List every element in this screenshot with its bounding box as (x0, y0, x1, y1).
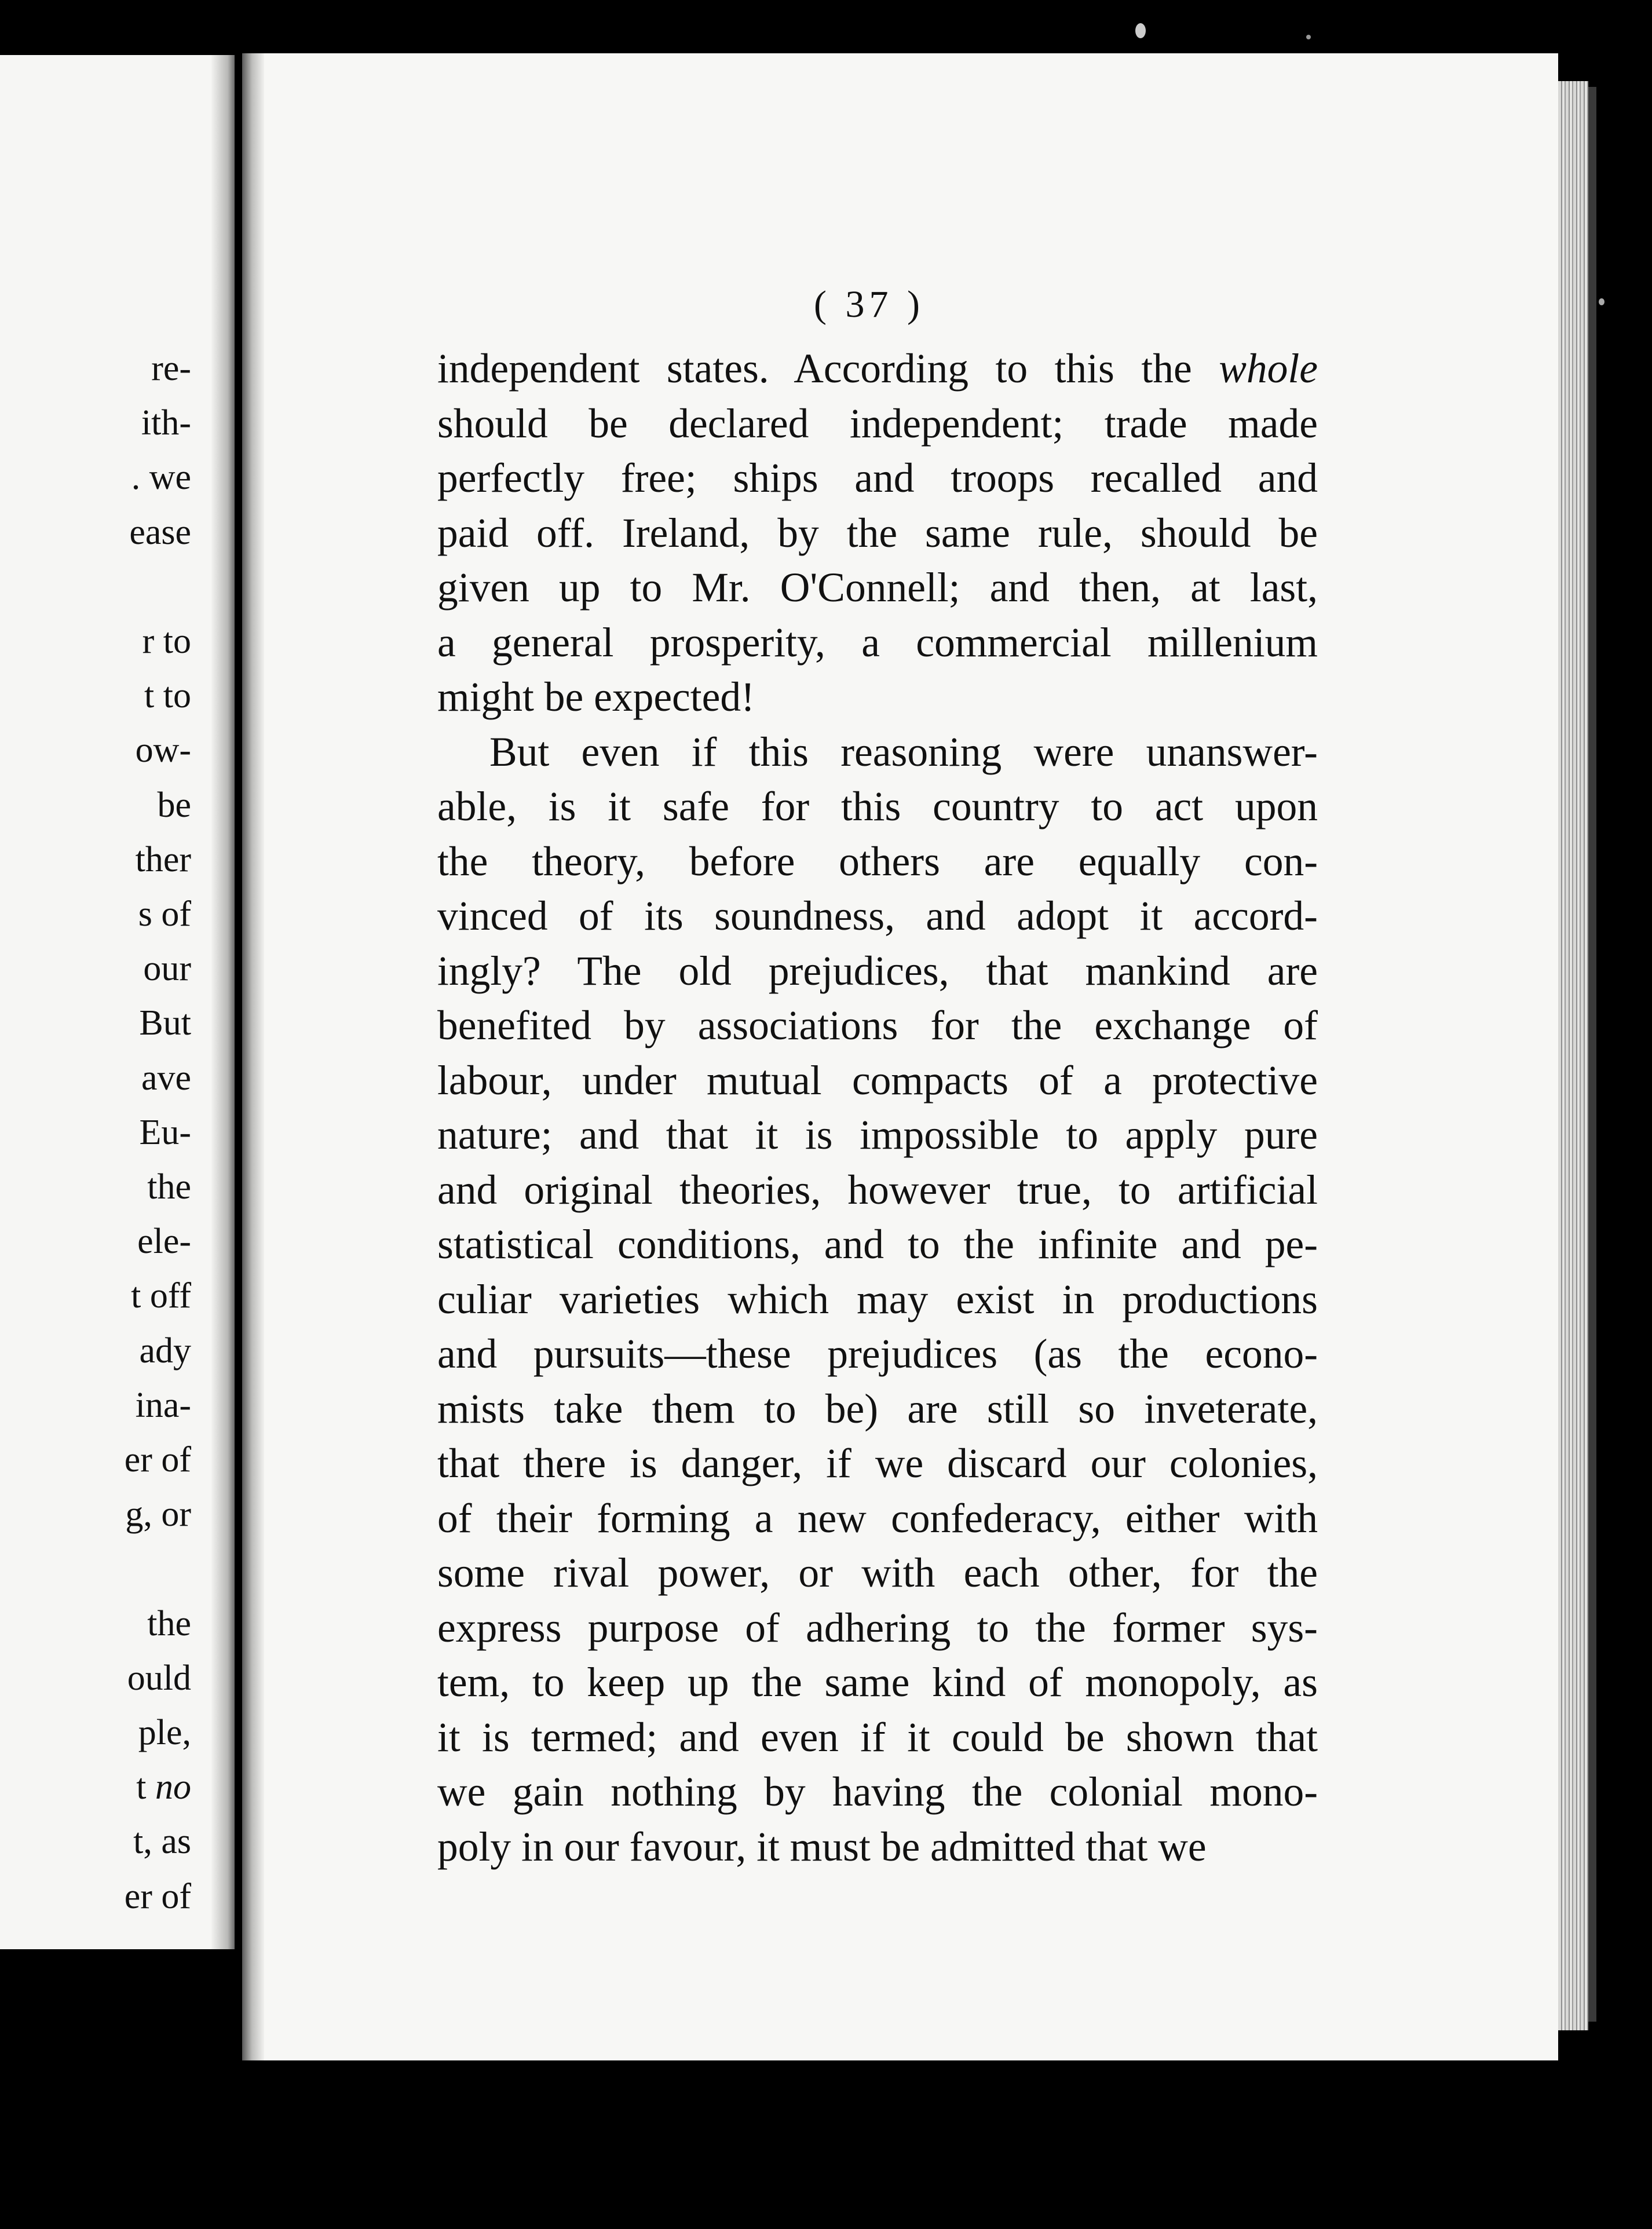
previous-page-line: re- (151, 349, 191, 388)
text-line: vinced of its soundness, and adopt it accord- (437, 893, 1318, 939)
previous-page-line: ave (141, 1058, 191, 1098)
text-line: independent states. According to this the whole (437, 346, 1318, 392)
paragraph (437, 725, 1318, 1875)
text-line: we gain nothing by having the colonial mono- (437, 1769, 1318, 1815)
text-line: it is termed; and even if it could be shown that (437, 1714, 1318, 1760)
page-edge-shadow (1588, 87, 1596, 2022)
page-number: ( 37 ) (814, 283, 924, 326)
text-line: tem, to keep up the same kind of monopoly, as (437, 1660, 1318, 1705)
previous-page-line: ple, (138, 1713, 191, 1752)
text-line: and original theories, however true, to artificial (437, 1167, 1318, 1213)
previous-page-line: be (157, 785, 191, 825)
text-line: mists take them to be) are still so inveterate, (437, 1386, 1318, 1432)
text-line: of their forming a new confederacy, either with (437, 1495, 1318, 1541)
previous-page-line: s of (138, 894, 191, 934)
previous-page-line: er of (124, 1876, 191, 1916)
previous-page-line: the (147, 1167, 191, 1207)
previous-page-line: But (139, 1003, 191, 1043)
scan-speck (1599, 298, 1605, 305)
page-fold-shadow (211, 55, 235, 1949)
text-line: given up to Mr. O'Connell; and then, at last, (437, 565, 1318, 611)
previous-page-line: t to (144, 676, 191, 716)
text-line: labour, under mutual compacts of a protective (437, 1057, 1318, 1103)
text-line: paid off. Ireland, by the same rule, should be (437, 510, 1318, 556)
previous-page-line: Eu- (139, 1112, 191, 1152)
previous-page-line: the (147, 1603, 191, 1643)
previous-page-line: our (143, 949, 191, 989)
previous-page-line: r to (142, 622, 191, 661)
previous-page-line: ina- (135, 1385, 191, 1425)
text-line: ingly? The old prejudices, that mankind are (437, 948, 1318, 994)
previous-page-line: ele- (137, 1222, 191, 1262)
text-line: a general prosperity, a commercial millenium (437, 619, 1318, 666)
text-line: might be expected! (437, 674, 755, 720)
text-line: statistical conditions, and to the infinite and pe- (437, 1222, 1318, 1267)
previous-page-line: ther (135, 839, 191, 879)
previous-page-line: t no (136, 1767, 191, 1807)
previous-page-line: t off (131, 1276, 191, 1316)
page-body-text (437, 342, 1318, 1874)
previous-page-line: ow- (135, 730, 191, 770)
previous-page-line: ith- (141, 403, 191, 443)
previous-page-line: g, or (125, 1494, 191, 1534)
text-line: benefited by associations for the exchange of (437, 1003, 1318, 1048)
paragraph (437, 342, 1318, 725)
text-line: perfectly free; ships and troops recalled and (437, 455, 1318, 501)
text-line: able, is it safe for this country to act upon (437, 784, 1318, 830)
previous-page-line: t, as (133, 1822, 191, 1862)
previous-page-line: er of (124, 1440, 191, 1479)
previous-page-line: ease (129, 512, 191, 552)
text-line: express purpose of adhering to the former sys- (437, 1605, 1318, 1651)
text-line: poly in our favour, it must be admitted that we (437, 1824, 1207, 1870)
previous-page-fragment (0, 55, 235, 1949)
text-line: should be declared independent; trade made (437, 400, 1318, 447)
text-line: that there is danger, if we discard our colonies, (437, 1441, 1318, 1486)
text-line: the theory, before others are equally con- (437, 838, 1318, 885)
scan-speck (1135, 23, 1146, 38)
previous-page-line: ady (139, 1331, 191, 1371)
scan-speck (1306, 35, 1311, 39)
previous-page-line: . we (131, 458, 191, 498)
text-line: and pursuits—these prejudices (as the econo- (437, 1331, 1318, 1377)
text-line: some rival power, or with each other, for the (437, 1550, 1318, 1596)
text-line: But even if this reasoning were unanswer- (489, 729, 1318, 775)
page-edges (1558, 81, 1588, 2030)
previous-page-line: ould (127, 1658, 191, 1698)
text-line: culiar varieties which may exist in productions (437, 1276, 1318, 1322)
text-line: nature; and that it is impossible to apply pure (437, 1112, 1318, 1158)
page-gutter-shadow (242, 53, 264, 2060)
